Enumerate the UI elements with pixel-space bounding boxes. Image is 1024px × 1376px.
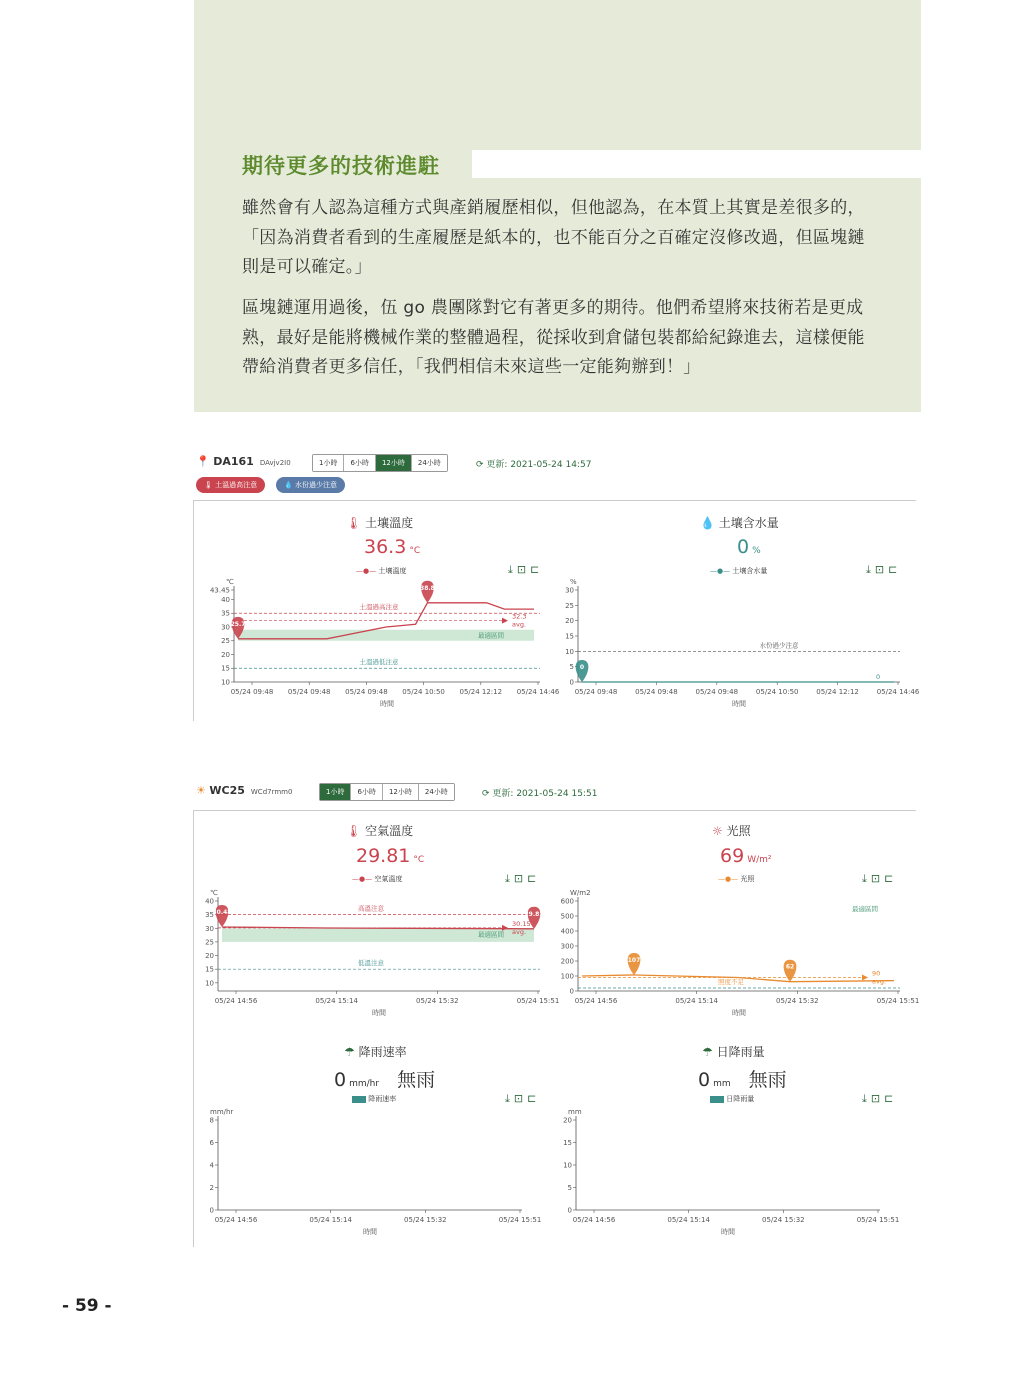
- y-tick-label: 25: [221, 637, 230, 646]
- x-tick-label: 05/24 15:51: [516, 997, 560, 1005]
- x-tick-label: 05/24 12:12: [459, 688, 503, 696]
- soil-temp-chart: [198, 576, 560, 710]
- y-tick-label: 100: [560, 972, 574, 981]
- avg-value-label: 30.15: [512, 919, 531, 928]
- y-unit-label: ℃: [210, 889, 218, 897]
- rain-rate-title: ☂ 降雨速率: [344, 1045, 407, 1059]
- daily-rain-legend: 日降雨量: [710, 1094, 754, 1104]
- y-tick-label: 15: [565, 632, 574, 641]
- x-tick-label: 05/24 15:32: [416, 997, 459, 1005]
- x-tick-label: 05/24 14:46: [516, 688, 560, 696]
- restore-icon: ⊏: [527, 872, 541, 885]
- x-tick-label: 05/24 10:50: [755, 688, 799, 696]
- device1-id: DAvjv2I0: [259, 459, 291, 467]
- avg-value-label: 90: [872, 969, 881, 978]
- y-tick-label: 40: [205, 897, 214, 906]
- x-tick-label: 05/24 15:32: [762, 1216, 805, 1224]
- download-icon: ⤓: [505, 872, 514, 885]
- device2-id: WCd7rmm0: [250, 788, 293, 796]
- y-tick-label: 10: [565, 647, 574, 656]
- restore-icon: ⊏: [884, 872, 898, 885]
- y-unit-label: mm/hr: [210, 1108, 234, 1116]
- y-tick-label: 600: [560, 897, 574, 906]
- y-tick-label: 15: [221, 664, 230, 673]
- x-tick-label: 05/24 15:51: [876, 997, 920, 1005]
- low-threshold-label: 水份過少注意: [759, 641, 799, 650]
- x-tick-label: 05/24 15:14: [667, 1216, 710, 1224]
- device2-updated: ⟳ 更新: 2021-05-24 15:51: [482, 789, 598, 799]
- air-temp-title: 🌡 空氣溫度: [346, 824, 414, 838]
- thermometer-icon: 🌡: [346, 516, 362, 530]
- device2-range-0[interactable]: 1小時: [320, 784, 351, 800]
- air-temp-tools[interactable]: [505, 872, 540, 886]
- x-tick-label: 05/24 09:48: [287, 688, 331, 696]
- min-pin-label: 107: [627, 956, 641, 964]
- x-tick-label: 05/24 14:56: [214, 997, 258, 1005]
- restore-icon: ⊏: [527, 1092, 541, 1105]
- article-paragraph-2: 區塊鏈運用過後，伍 go 農團隊對它有著更多的期待。他們希望將來技術若是更成熟，最好是能將機械作業的整體過程，從採收到倉儲包裝都給紀錄進去，這樣便能帶給消費者更多信任，「我們相信未來這些一定能夠辦到！」: [242, 298, 865, 377]
- y-tick-label: 35: [205, 911, 214, 920]
- y-tick-label: 300: [560, 942, 574, 951]
- daily-rain-value: 0 mm 無雨: [698, 1069, 787, 1091]
- y-tick-label: 25: [205, 938, 214, 947]
- x-tick-label: 05/24 09:48: [635, 688, 678, 696]
- x-tick-label: 05/24 15:51: [498, 1216, 542, 1224]
- min-pin-label: 25.7: [230, 620, 246, 628]
- y-tick-label: 200: [560, 957, 574, 966]
- y-tick-label: 5: [569, 663, 574, 672]
- avg-word-label: avg.: [512, 927, 527, 936]
- y-tick-label: 5: [567, 1184, 572, 1192]
- badge-moisture-low[interactable]: 💧 水份過少注意: [276, 477, 345, 493]
- device2-range-3[interactable]: 24小時: [419, 784, 454, 800]
- rain-rate-value: 0 mm/hr 無雨: [334, 1069, 436, 1091]
- water-drop-icon: 💧: [700, 516, 715, 530]
- y-tick-label: 2: [209, 1184, 214, 1192]
- device2-range-1[interactable]: 6小時: [351, 784, 382, 800]
- drop-icon: 💧: [284, 481, 293, 489]
- download-icon: ⤓: [862, 1092, 871, 1105]
- page-number: - 59 -: [62, 1296, 112, 1316]
- optimal-band-label: 最適區間: [852, 905, 878, 913]
- y-tick-label: 20: [205, 952, 214, 961]
- x-tick-label: 05/24 09:48: [574, 688, 618, 696]
- optimal-band-label: 最適區間: [478, 631, 504, 640]
- avg-arrow: [502, 618, 508, 624]
- light-value: 69 W/m²: [720, 845, 772, 867]
- x-tick-label: 05/24 15:14: [309, 1216, 352, 1224]
- restore-icon: ⊏: [530, 563, 544, 576]
- rain-rate-legend: 降雨速率: [352, 1094, 396, 1104]
- y-tick-label: 500: [560, 912, 574, 921]
- low-threshold-label: 低溫注意: [358, 959, 384, 968]
- x-axis-title: 時間: [732, 700, 746, 708]
- x-axis-title: 時間: [732, 1009, 746, 1017]
- article-paragraph-1: 雖然會有人認為這種方式與產銷履歷相似，但他認為，在本質上其實是差很多的，「因為消費者看到的生產履歷是紙本的，也不能百分之百確定沒修改過，但區塊鏈則是可以確定。」: [242, 198, 865, 277]
- pin-icon: 📍: [196, 455, 210, 468]
- zoom-icon: ⊡: [516, 563, 531, 576]
- device1-range-3[interactable]: 24小時: [412, 455, 447, 471]
- device2-range-selector: [319, 783, 455, 801]
- x-tick-label: 05/24 15:32: [404, 1216, 447, 1224]
- x-tick-label: 05/24 14:56: [214, 1216, 258, 1224]
- zoom-icon: ⊡: [513, 1092, 528, 1105]
- device1-updated: ⟳ 更新: 2021-05-24 14:57: [476, 460, 592, 470]
- device1-name: DA161: [213, 455, 254, 468]
- y-tick-label: 10: [221, 678, 230, 687]
- restore-icon: ⊏: [884, 1092, 898, 1105]
- y-tick-label: 20: [221, 650, 230, 659]
- soil-temp-title: 🌡 土壤溫度: [346, 516, 414, 530]
- y-tick-label: 0: [209, 1206, 214, 1215]
- y-tick-label: 20: [563, 1116, 572, 1125]
- x-tick-label: 05/24 09:48: [345, 688, 388, 696]
- avg-word-label: avg.: [872, 977, 887, 986]
- x-tick-label: 05/24 14:56: [574, 997, 618, 1005]
- y-tick-label: 8: [209, 1116, 214, 1125]
- y-tick-label: 43.45: [209, 586, 230, 595]
- y-tick-label: 400: [560, 927, 574, 936]
- y-tick-label: 30: [565, 586, 574, 595]
- y-tick-label: 40: [221, 595, 230, 604]
- y-unit-label: W/m2: [570, 889, 591, 897]
- soil-moist-legend: —●— 土壤含水量: [710, 567, 768, 575]
- device2-name: WC25: [209, 784, 245, 797]
- soil-moist-chart: [556, 576, 920, 710]
- y-tick-label: 15: [205, 965, 214, 974]
- y-tick-label: 4: [209, 1161, 214, 1170]
- zoom-icon: ⊡: [870, 1092, 885, 1105]
- y-tick-label: 6: [209, 1139, 214, 1147]
- y-tick-label: 35: [221, 609, 230, 618]
- x-axis-title: 時間: [721, 1228, 735, 1236]
- y-tick-label: 0: [569, 678, 574, 687]
- device2-header: [196, 784, 292, 797]
- light-tools[interactable]: [862, 872, 897, 886]
- y-tick-label: 20: [565, 617, 574, 626]
- thermometer-icon: 🌡: [346, 824, 362, 838]
- x-tick-label: 05/24 14:46: [876, 688, 920, 696]
- soil-temp-tools[interactable]: [508, 563, 543, 577]
- x-tick-label: 05/24 09:48: [695, 688, 739, 696]
- article-box: [194, 0, 921, 412]
- light-legend: —●— 光照: [718, 875, 755, 883]
- y-tick-label: 15: [563, 1139, 572, 1147]
- light-title: ☼ 光照: [712, 824, 751, 838]
- x-axis-title: 時間: [380, 700, 394, 708]
- sun-icon: ☼: [712, 824, 723, 838]
- y-tick-label: 0: [569, 987, 574, 996]
- high-threshold-label: 土溫過高注意: [359, 603, 399, 612]
- daily-rain-title: ☂ 日降雨量: [702, 1045, 765, 1059]
- x-tick-label: 05/24 15:14: [315, 997, 358, 1005]
- rain-rate-chart: [198, 1104, 546, 1240]
- y-unit-label: ℃: [226, 578, 234, 586]
- x-tick-label: 05/24 15:32: [776, 997, 819, 1005]
- optimal-band-label: 最適區間: [478, 930, 504, 939]
- soil-moist-value: 0 %: [737, 536, 761, 558]
- download-icon: ⤓: [508, 563, 517, 576]
- soil-moist-tools[interactable]: [866, 563, 901, 577]
- avg-arrow: [862, 975, 868, 981]
- min-pin-label: 0: [579, 664, 585, 671]
- avg-word-label: avg.: [512, 620, 527, 629]
- y-tick-label: 25: [565, 601, 574, 610]
- x-tick-label: 05/24 09:48: [230, 688, 274, 696]
- y-tick-label: 30: [205, 924, 214, 933]
- x-tick-label: 05/24 12:12: [816, 688, 859, 696]
- refresh-icon[interactable]: ⟳: [476, 460, 484, 470]
- rain-cloud-icon: ☂: [344, 1045, 355, 1059]
- y-tick-label: 10: [563, 1161, 572, 1170]
- max-pin-label: 29.81: [524, 910, 544, 918]
- thermometer-icon: 🌡: [204, 481, 213, 489]
- badge-soil-temp-high[interactable]: 🌡 土溫過高注意: [196, 477, 265, 493]
- device1-range-0[interactable]: 1小時: [313, 455, 344, 471]
- low-threshold-label: 照度不足: [718, 978, 744, 986]
- y-unit-label: %: [570, 578, 577, 586]
- x-tick-label: 05/24 10:50: [402, 688, 445, 696]
- x-axis-title: 時間: [372, 1009, 386, 1017]
- download-icon: ⤓: [505, 1092, 514, 1105]
- soil-temp-value: 36.3 °C: [364, 536, 421, 558]
- device2-range-2[interactable]: 12小時: [383, 784, 419, 800]
- zoom-icon: ⊡: [870, 872, 885, 885]
- y-tick-label: 10: [205, 979, 214, 988]
- sun-icon: ☀: [196, 784, 206, 797]
- high-threshold-label: 高溫注意: [358, 904, 384, 913]
- air-temp-chart: [198, 885, 560, 1017]
- x-tick-label: 05/24 15:51: [856, 1216, 900, 1224]
- device1-header: [196, 455, 291, 468]
- soil-temp-legend: —●— 土壤溫度: [356, 567, 407, 575]
- y-tick-label: 0: [567, 1206, 572, 1215]
- soil-moist-title: 💧 土壤含水量: [700, 516, 779, 530]
- x-tick-label: 05/24 14:56: [572, 1216, 616, 1224]
- device1-range-selector: [312, 454, 448, 472]
- air-temp-legend: —●— 空氣溫度: [352, 875, 403, 883]
- restore-icon: ⊏: [888, 563, 902, 576]
- article-heading: 期待更多的技術進駐: [242, 154, 440, 178]
- daily-rain-chart: [556, 1104, 906, 1240]
- y-tick-label: 30: [221, 623, 230, 632]
- download-icon: ⤓: [862, 872, 871, 885]
- refresh-icon[interactable]: ⟳: [482, 789, 490, 799]
- device1-range-2[interactable]: 12小時: [376, 455, 412, 471]
- device1-range-1[interactable]: 6小時: [344, 455, 375, 471]
- y-unit-label: mm: [568, 1108, 582, 1116]
- end-value-label: 0: [876, 673, 881, 681]
- max-pin-label: 62: [785, 963, 795, 971]
- light-chart: [556, 885, 920, 1017]
- air-temp-value: 29.81 °C: [356, 845, 425, 867]
- zoom-icon: ⊡: [874, 563, 889, 576]
- max-pin-label: 38.8: [420, 584, 435, 592]
- low-threshold-label: 土溫過低注意: [359, 658, 399, 667]
- avg-value-label: 32.3: [512, 612, 527, 621]
- rain-cloud-icon: ☂: [702, 1045, 713, 1059]
- min-pin-label: 30.48: [212, 908, 232, 916]
- x-axis-title: 時間: [363, 1228, 377, 1236]
- download-icon: ⤓: [866, 563, 875, 576]
- zoom-icon: ⊡: [513, 872, 528, 885]
- x-tick-label: 05/24 15:14: [675, 997, 718, 1005]
